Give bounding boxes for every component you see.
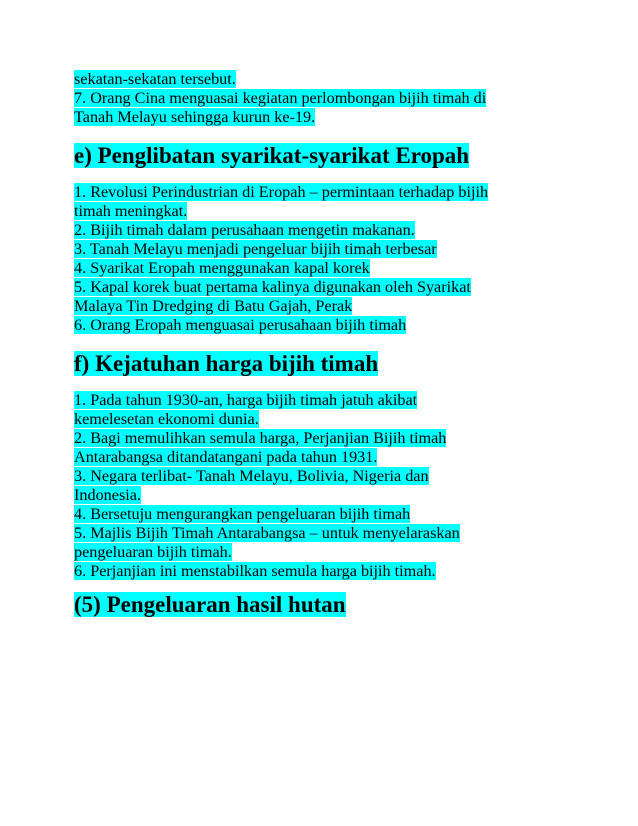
- section-e-heading-text: e) Penglibatan syarikat-syarikat Eropah: [74, 143, 470, 168]
- text-line: 6. Perjanjian ini menstabilkan semula harga bijih timah.: [74, 562, 436, 580]
- text-line: 4. Bersetuju mengurangkan pengeluaran bijih timah: [74, 505, 411, 523]
- text-line: 5. Majlis Bijih Timah Antarabangsa – untuk menyelaraskan: [74, 524, 460, 542]
- text-line: 2. Bijih timah dalam perusahaan mengetin makanan.: [74, 221, 415, 239]
- section-e-heading: [74, 142, 574, 170]
- text-line: Malaya Tin Dredging di Batu Gajah, Perak: [74, 297, 353, 315]
- text-line: pengeluaran bijih timah.: [74, 543, 232, 561]
- text-line: Indonesia.: [74, 486, 141, 504]
- section-f-heading: [74, 350, 574, 378]
- text-line: 4. Syarikat Eropah menggunakan kapal korek: [74, 259, 370, 277]
- intro-paragraph: [74, 70, 574, 127]
- text-line: 5. Kapal korek buat pertama kalinya digunakan oleh Syarikat: [74, 278, 471, 296]
- text-line: 3. Negara terlibat- Tanah Melayu, Bolivia, Nigeria dan: [74, 467, 429, 485]
- section-e-paragraph: [74, 183, 574, 335]
- document-page: [74, 70, 574, 619]
- text-line: 3. Tanah Melayu menjadi pengeluar bijih timah terbesar: [74, 240, 437, 258]
- text-line: timah meningkat.: [74, 202, 188, 220]
- section-f-heading-text: f) Kejatuhan harga bijih timah: [74, 351, 379, 376]
- text-line: Tanah Melayu sehingga kurun ke-19.: [74, 108, 316, 126]
- text-line: Antarabangsa ditandatangani pada tahun 1931.: [74, 448, 378, 466]
- text-line: 1. Revolusi Perindustrian di Eropah – permintaan terhadap bijih: [74, 183, 489, 201]
- text-line: 6. Orang Eropah menguasai perusahaan bijih timah: [74, 316, 407, 334]
- section-f-paragraph: [74, 391, 574, 581]
- text-line: 7. Orang Cina menguasai kegiatan perlombongan bijih timah di: [74, 89, 487, 107]
- text-line: 1. Pada tahun 1930-an, harga bijih timah jatuh akibat: [74, 391, 418, 409]
- text-line: 2. Bagi memulihkan semula harga, Perjanjian Bijih timah: [74, 429, 447, 447]
- section-5-heading-text: (5) Pengeluaran hasil hutan: [74, 592, 346, 617]
- text-line: sekatan-sekatan tersebut.: [74, 70, 236, 88]
- section-5-heading: [74, 591, 574, 619]
- text-line: kemelesetan ekonomi dunia.: [74, 410, 259, 428]
